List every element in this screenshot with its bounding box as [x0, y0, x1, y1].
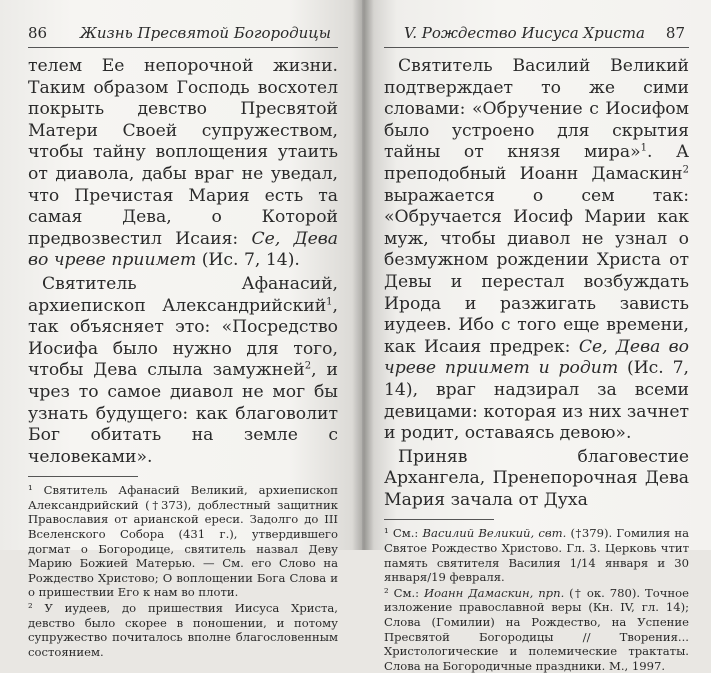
footnote-ref-1: 1 [326, 295, 333, 307]
left-footnote-rule [28, 476, 138, 477]
left-paragraph-1-ref: (Ис. 7, 14). [196, 250, 300, 271]
right-running-head [384, 24, 689, 44]
footnote-ref-1: 1 [640, 142, 647, 154]
right-paragraph-1-text-b: . А преподобный Иоанн Дамаскин [384, 142, 689, 184]
right-paragraph-1-text-c: выражается о сем так: «Обручается Иосиф Марии как муж, чтобы диавол не узнал о безмужном рождении Христа от Девы и перестал возбуждать Ирода и разжигать зависть иудеев. Ибо с того еще времени, как Исаия предрек: [384, 185, 689, 357]
right-footnote-2-author: Иоанн Дамаскин, прп. [424, 585, 565, 600]
right-footnote-2-text: († ок. 780). Точное изложение православной веры (Кн. IV, гл. 14); Слова (Гомилии) на Рождество, на Успение Пресвятой Богородицы // Творения... Христологические и полемические трактаты. Слова на Богородичные праздники. М., 1997. [384, 585, 689, 673]
left-body-text [28, 56, 338, 468]
left-page [0, 0, 362, 659]
left-paragraph-1 [28, 56, 338, 272]
right-footnotes [384, 526, 689, 673]
right-footnote-1-prefix: ¹ См.: [384, 526, 423, 541]
right-paragraph-1-text-a: Святитель Василий Великий подтверждает то же сими словами: «Обручение с Иосифом было устроено для скрытия тайны от князя мира» [384, 56, 689, 163]
right-paragraph-1 [384, 56, 689, 445]
left-paragraph-2-text-a: Святитель Афанасий, архиепископ Александрийский [28, 273, 338, 316]
left-running-title: Жизнь Пресвятой Богородицы [80, 24, 331, 42]
left-footnotes [28, 483, 338, 659]
left-running-head [28, 24, 338, 44]
left-page-number: 86 [28, 24, 48, 42]
right-body-text [384, 56, 689, 511]
footnote-ref-2: 2 [682, 164, 689, 176]
right-footnote-1-author: Василий Великий, свт. [422, 526, 567, 541]
right-page [362, 0, 711, 673]
left-footnote-1: ¹ Святитель Афанасий Великий, архиепископ Александрийский (†373), доблестный защитник Православия от арианской ереси. Задолго до III Вселенского Собора (431 г.), утвердившего догмат о Богородице, святитель назвал Деву Марию Божией Матерью. — См. его Слово на Рождество Христово; О воплощении Бога Слова и о пришествии Его к нам во плоти. [28, 483, 338, 600]
footnote-ref-2: 2 [304, 360, 312, 372]
right-footnote-rule [384, 519, 494, 520]
left-footnote-2: ² У иудеев, до пришествия Иисуса Христа, девство было скорее в поношении, и потому супружество почиталось вполне благословенным состоянием. [28, 601, 338, 659]
book-gutter-shadow [352, 0, 374, 550]
right-page-number: 87 [665, 24, 685, 42]
right-running-title: V. Рождество Иисуса Христа [404, 24, 645, 42]
left-paragraph-2-text-b: , так объясняет это: «Посредство Иосифа было нужно для того, чтобы Дева слыла замужней [28, 295, 338, 381]
left-paragraph-1-quote: Се, Дева во чреве приимет [28, 228, 338, 271]
right-paragraph-2: Приняв благовестие Архангела, Пренепорочная Дева Мария зачала от Духа [384, 446, 689, 510]
left-paragraph-2 [28, 274, 338, 468]
left-paragraph-1-text: телем Ее непорочной жизни. Таким образом Господь восхотел покрыть девство Пресвятой Матери Своей супружеством, чтобы тайну воплощения утаить от диавола, дабы враг не уведал, что Пречистая Мария есть та самая Дева, о Которой предвозвестил Исаия: [28, 56, 338, 249]
right-footnote-1 [384, 526, 689, 584]
left-header-rule [28, 47, 338, 48]
right-paragraph-1-text-d: (Ис. 7, 14), враг надзирал за всеми девицами: которая из них зачнет и родит, оставаясь девою». [384, 358, 690, 444]
right-footnote-2-prefix: ² См.: [384, 585, 424, 600]
left-paragraph-2-text-c: , и чрез то самое диавол не мог бы узнать будущего: как благоволит Бог обитать на земле с человеками». [28, 360, 338, 467]
right-footnote-2 [384, 586, 689, 673]
right-paragraph-1-quote: Се, Дева во чреве приимет и родит [384, 336, 690, 379]
right-footnote-1-text: (†379). Гомилия на Святое Рождество Христово. Гл. 3. Церковь чтит память святителя Василия 1/14 января и 30 января/19 февраля. [384, 526, 689, 585]
right-header-rule [384, 47, 689, 48]
